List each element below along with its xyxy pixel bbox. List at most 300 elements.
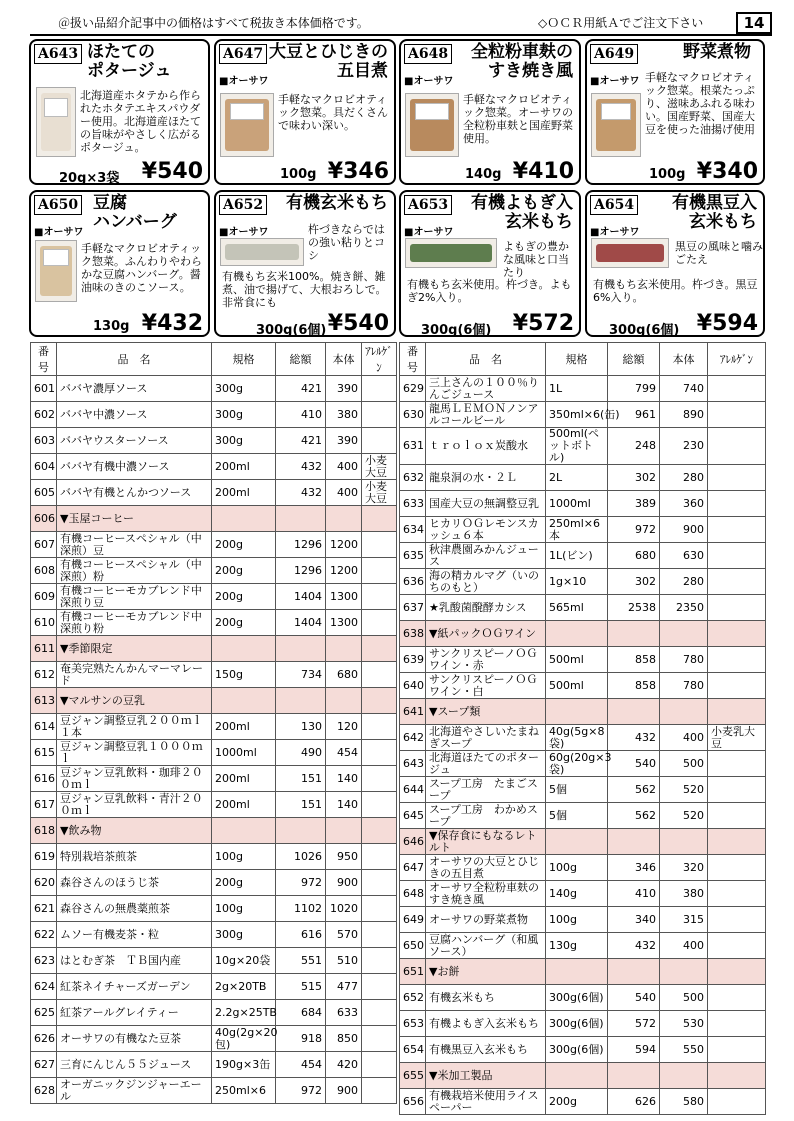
item-allergen xyxy=(708,907,766,933)
item-name: 紅茶アールグレイティー xyxy=(57,1000,212,1026)
empty-cell xyxy=(708,1063,766,1089)
item-base-price: 890 xyxy=(660,402,708,428)
item-name: 有機黒豆入玄米もち xyxy=(426,1037,546,1063)
item-number: 613 xyxy=(31,688,57,714)
category-label: ▼マルサンの豆乳 xyxy=(57,688,212,714)
table-row xyxy=(31,714,397,740)
item-allergen xyxy=(362,740,397,766)
item-name: 秋津農園みかんジュース xyxy=(426,543,546,569)
item-total: 421 xyxy=(276,428,326,454)
item-name: 三上さんの１００％りんごジュース xyxy=(426,376,546,402)
item-allergen xyxy=(708,933,766,959)
item-base-price: 550 xyxy=(660,1037,708,1063)
product-size: 300g(6個) xyxy=(256,323,327,338)
item-number: 633 xyxy=(400,491,426,517)
product-code: A654 xyxy=(590,195,638,215)
category-row xyxy=(400,959,766,985)
table-row xyxy=(400,595,766,621)
item-allergen xyxy=(362,532,397,558)
item-spec: 565ml xyxy=(546,595,608,621)
category-label: ▼スープ類 xyxy=(426,699,546,725)
product-card-a649[interactable] xyxy=(585,39,765,185)
product-image xyxy=(591,238,669,268)
table-row xyxy=(400,402,766,428)
product-size: 100g xyxy=(649,167,686,182)
table-row xyxy=(31,1078,397,1104)
item-spec: 300g xyxy=(212,428,276,454)
item-name: オーサワ全粒粉車麸のすき焼き風 xyxy=(426,881,546,907)
item-allergen xyxy=(708,428,766,465)
item-base-price: 120 xyxy=(326,714,362,740)
item-total: 551 xyxy=(276,948,326,974)
item-total: 961 xyxy=(608,402,660,428)
empty-cell xyxy=(608,699,660,725)
item-name: 北海道やさしいたまねぎスープ xyxy=(426,725,546,751)
item-number: 620 xyxy=(31,870,57,896)
empty-cell xyxy=(708,829,766,855)
product-card-a648[interactable] xyxy=(399,39,581,185)
col-no: 番号 xyxy=(400,343,426,376)
table-row xyxy=(400,881,766,907)
item-spec: 5個 xyxy=(546,803,608,829)
item-spec: 200g xyxy=(212,870,276,896)
item-total: 616 xyxy=(276,922,326,948)
item-number: 628 xyxy=(31,1078,57,1104)
item-name: サンクリスピーノＯＧワイン・赤 xyxy=(426,647,546,673)
item-base-price: 320 xyxy=(660,855,708,881)
table-row xyxy=(400,725,766,751)
item-spec: 200ml xyxy=(212,714,276,740)
item-spec: 1L xyxy=(546,376,608,402)
product-card-a652[interactable] xyxy=(214,190,396,337)
item-total: 562 xyxy=(608,777,660,803)
item-base-price: 680 xyxy=(326,662,362,688)
product-code: A650 xyxy=(34,195,82,215)
table-row xyxy=(31,1000,397,1026)
empty-cell xyxy=(660,959,708,985)
item-spec: 1L(ビン) xyxy=(546,543,608,569)
item-spec: 300g(6個) xyxy=(546,1037,608,1063)
category-label: ▼紙パックＯＧワイン xyxy=(426,621,546,647)
empty-cell xyxy=(708,699,766,725)
category-row xyxy=(31,636,397,662)
item-name: 豆ジャン調整豆乳２００ｍｌ１本 xyxy=(57,714,212,740)
product-price: ¥432 xyxy=(141,311,203,336)
table-row xyxy=(31,792,397,818)
item-spec: 2.2g×25TB xyxy=(212,1000,276,1026)
empty-cell xyxy=(326,688,362,714)
item-total: 799 xyxy=(608,376,660,402)
table-row xyxy=(400,855,766,881)
item-allergen xyxy=(708,673,766,699)
product-card-a643[interactable] xyxy=(29,39,210,185)
item-allergen xyxy=(708,1089,766,1115)
item-total: 540 xyxy=(608,985,660,1011)
item-number: 625 xyxy=(31,1000,57,1026)
item-number: 616 xyxy=(31,766,57,792)
item-total: 454 xyxy=(276,1052,326,1078)
item-spec: 300g xyxy=(212,376,276,402)
table-row xyxy=(31,610,397,636)
empty-cell xyxy=(326,506,362,532)
item-total: 151 xyxy=(276,766,326,792)
item-number: 654 xyxy=(400,1037,426,1063)
item-name: 豆ジャン豆乳飲料・珈琲２００ｍｌ xyxy=(57,766,212,792)
item-allergen xyxy=(708,465,766,491)
item-base-price: 580 xyxy=(660,1089,708,1115)
item-number: 603 xyxy=(31,428,57,454)
item-number: 639 xyxy=(400,647,426,673)
item-number: 629 xyxy=(400,376,426,402)
product-size: 140g xyxy=(465,167,502,182)
product-size: 300g(6個) xyxy=(609,323,680,338)
item-base-price: 900 xyxy=(660,517,708,543)
col-name: 品 名 xyxy=(426,343,546,376)
product-size: 130g xyxy=(93,319,130,334)
item-allergen xyxy=(708,1037,766,1063)
item-allergen xyxy=(708,376,766,402)
item-total: 432 xyxy=(276,480,326,506)
category-label: ▼米加工製品 xyxy=(426,1063,546,1089)
item-total: 540 xyxy=(608,751,660,777)
item-total: 1296 xyxy=(276,558,326,584)
item-spec: 10g×20袋 xyxy=(212,948,276,974)
product-description: 北海道産ホタテから作られたホタテエキスパウダー使用。北海道産ほたての旨味がやさしく広がるポタージュ。 xyxy=(80,89,201,154)
item-number: 608 xyxy=(31,558,57,584)
item-allergen xyxy=(362,584,397,610)
empty-cell xyxy=(660,699,708,725)
table-row xyxy=(31,766,397,792)
item-number: 618 xyxy=(31,818,57,844)
category-label: ▼飲み物 xyxy=(57,818,212,844)
item-spec: 300g(6個) xyxy=(546,985,608,1011)
table-row xyxy=(31,428,397,454)
item-spec: 1000ml xyxy=(546,491,608,517)
item-base-price: 477 xyxy=(326,974,362,1000)
item-allergen xyxy=(362,402,397,428)
table-row xyxy=(400,1037,766,1063)
table-header xyxy=(31,343,397,376)
item-number: 651 xyxy=(400,959,426,985)
item-base-price: 500 xyxy=(660,751,708,777)
item-number: 614 xyxy=(31,714,57,740)
product-price: ¥540 xyxy=(327,311,389,336)
item-name: スープ工房 たまごスープ xyxy=(426,777,546,803)
item-spec: 350ml×6(缶) xyxy=(546,402,608,428)
item-number: 655 xyxy=(400,1063,426,1089)
table-row xyxy=(31,844,397,870)
item-base-price: 280 xyxy=(660,569,708,595)
product-card-a654[interactable] xyxy=(585,190,765,337)
empty-cell xyxy=(608,621,660,647)
item-allergen xyxy=(362,1000,397,1026)
item-total: 340 xyxy=(608,907,660,933)
item-number: 605 xyxy=(31,480,57,506)
item-spec: 300g(6個) xyxy=(546,1011,608,1037)
item-spec: 200g xyxy=(212,584,276,610)
item-base-price: 1020 xyxy=(326,896,362,922)
table-row xyxy=(31,558,397,584)
empty-cell xyxy=(660,829,708,855)
col-total: 総額 xyxy=(608,343,660,376)
item-spec: 250ml×6 xyxy=(212,1078,276,1104)
item-base-price: 390 xyxy=(326,428,362,454)
item-total: 1404 xyxy=(276,584,326,610)
empty-cell xyxy=(362,636,397,662)
item-name: 国産大豆の無調整豆乳 xyxy=(426,491,546,517)
product-image xyxy=(405,238,497,268)
item-name: ★乳酸菌醗酵カシス xyxy=(426,595,546,621)
item-name: ババヤ濃厚ソース xyxy=(57,376,212,402)
empty-cell xyxy=(546,959,608,985)
item-spec: 200ml xyxy=(212,454,276,480)
product-name: ほたての ポタージュ xyxy=(87,42,172,81)
product-code: A649 xyxy=(590,44,638,64)
item-name: スープ工房 わかめスープ xyxy=(426,803,546,829)
item-number: 635 xyxy=(400,543,426,569)
table-row xyxy=(31,532,397,558)
item-allergen xyxy=(362,896,397,922)
item-number: 623 xyxy=(31,948,57,974)
item-number: 638 xyxy=(400,621,426,647)
table-row xyxy=(31,896,397,922)
product-description: 有機もち玄米使用。杵づき。黒豆6%入り。 xyxy=(593,278,758,304)
product-tagline: 黒豆の風味と噛みごたえ xyxy=(675,240,763,266)
item-spec: 150g xyxy=(212,662,276,688)
item-base-price: 1300 xyxy=(326,610,362,636)
product-card-a653[interactable] xyxy=(399,190,581,337)
item-number: 624 xyxy=(31,974,57,1000)
item-name: 紅茶ネイチャーズガーデン xyxy=(57,974,212,1000)
item-total: 2538 xyxy=(608,595,660,621)
item-name: 有機よもぎ入玄米もち xyxy=(426,1011,546,1037)
item-number: 609 xyxy=(31,584,57,610)
item-number: 606 xyxy=(31,506,57,532)
item-name: 特別栽培茶煎茶 xyxy=(57,844,212,870)
item-total: 1404 xyxy=(276,610,326,636)
table-row xyxy=(400,647,766,673)
item-total: 515 xyxy=(276,974,326,1000)
product-maker: ■オーサワ xyxy=(590,227,640,238)
table-row xyxy=(31,1026,397,1052)
item-number: 653 xyxy=(400,1011,426,1037)
item-spec: 300g xyxy=(212,402,276,428)
product-name: 大豆とひじきの 五目煮 xyxy=(269,42,388,81)
item-number: 607 xyxy=(31,532,57,558)
table-row xyxy=(400,673,766,699)
empty-cell xyxy=(660,1063,708,1089)
item-base-price: 380 xyxy=(660,881,708,907)
item-allergen: 小麦乳大豆 xyxy=(708,725,766,751)
item-name: オーサワの有機なた豆茶 xyxy=(57,1026,212,1052)
product-maker: ■オーサワ xyxy=(404,76,454,87)
product-image xyxy=(220,238,304,266)
item-allergen xyxy=(362,1078,397,1104)
item-base-price: 140 xyxy=(326,792,362,818)
item-base-price: 280 xyxy=(660,465,708,491)
item-number: 636 xyxy=(400,569,426,595)
item-name: 有機玄米もち xyxy=(426,985,546,1011)
col-total: 総額 xyxy=(276,343,326,376)
category-label: ▼保存食にもなるレトルト xyxy=(426,829,546,855)
empty-cell xyxy=(546,699,608,725)
item-name: オーサワの大豆とひじきの五目煮 xyxy=(426,855,546,881)
item-allergen xyxy=(708,985,766,1011)
item-total: 302 xyxy=(608,465,660,491)
item-spec: 100g xyxy=(546,855,608,881)
item-name: 海の精カルマグ（いのちのもと） xyxy=(426,569,546,595)
table-row xyxy=(31,376,397,402)
product-size: 20g×3袋 xyxy=(59,171,120,186)
product-description: 有機もち玄米100%。焼き餅、雑煮、油で揚げて、大根おろしで。非常食にも xyxy=(222,270,387,309)
item-total: 389 xyxy=(608,491,660,517)
item-base-price: 950 xyxy=(326,844,362,870)
item-total: 410 xyxy=(276,402,326,428)
item-total: 684 xyxy=(276,1000,326,1026)
item-allergen xyxy=(708,569,766,595)
item-total: 1296 xyxy=(276,532,326,558)
item-spec: 500ml xyxy=(546,673,608,699)
col-base: 本体 xyxy=(660,343,708,376)
item-name: 豆腐ハンバーグ（和風ソース） xyxy=(426,933,546,959)
item-name: 北海道ほたてのポタージュ xyxy=(426,751,546,777)
item-base-price: 900 xyxy=(326,1078,362,1104)
item-number: 649 xyxy=(400,907,426,933)
table-row xyxy=(31,740,397,766)
item-number: 648 xyxy=(400,881,426,907)
item-total: 302 xyxy=(608,569,660,595)
empty-cell xyxy=(608,959,660,985)
item-number: 619 xyxy=(31,844,57,870)
product-name: 有機黒豆入 玄米もち xyxy=(672,193,757,232)
item-spec: 200ml xyxy=(212,792,276,818)
item-base-price: 850 xyxy=(326,1026,362,1052)
item-base-price: 390 xyxy=(326,376,362,402)
item-spec: 140g xyxy=(546,881,608,907)
item-allergen xyxy=(708,1011,766,1037)
product-card-a650[interactable] xyxy=(29,190,210,337)
product-tagline: よもぎの豊かな風味と口当たり xyxy=(503,240,569,279)
product-description: 手軽なマクロビオティック惣菜。根菜たっぷり、滋味あふれる味わい。国産野菜、国産大豆を使った油揚げ使用 xyxy=(645,71,755,136)
item-number: 612 xyxy=(31,662,57,688)
empty-cell xyxy=(708,959,766,985)
item-name: 有機コーヒースペシャル（中深煎）豆 xyxy=(57,532,212,558)
empty-cell xyxy=(276,636,326,662)
category-row xyxy=(400,621,766,647)
product-price: ¥346 xyxy=(327,159,389,184)
item-base-price: 315 xyxy=(660,907,708,933)
item-number: 615 xyxy=(31,740,57,766)
item-base-price: 500 xyxy=(660,985,708,1011)
item-total: 562 xyxy=(608,803,660,829)
item-name: ムソー有機麦茶・粒 xyxy=(57,922,212,948)
empty-cell xyxy=(276,818,326,844)
item-total: 248 xyxy=(608,428,660,465)
product-maker: ■オーサワ xyxy=(34,227,84,238)
item-base-price: 520 xyxy=(660,777,708,803)
item-number: 640 xyxy=(400,673,426,699)
product-price: ¥594 xyxy=(696,311,758,336)
product-price: ¥572 xyxy=(512,311,574,336)
item-spec: 200ml xyxy=(212,766,276,792)
product-name: 全粒粉車麸の すき焼き風 xyxy=(471,42,573,81)
item-spec: 200g xyxy=(212,610,276,636)
item-number: 626 xyxy=(31,1026,57,1052)
product-card-a647[interactable] xyxy=(214,39,396,185)
item-allergen xyxy=(708,777,766,803)
item-number: 637 xyxy=(400,595,426,621)
item-number: 645 xyxy=(400,803,426,829)
item-total: 151 xyxy=(276,792,326,818)
product-price: ¥540 xyxy=(141,159,203,184)
item-number: 631 xyxy=(400,428,426,465)
item-spec: 60g(20g×3袋) xyxy=(546,751,608,777)
product-description: 手軽なマクロビオティック惣菜。オーサワの全粒粉車麸と国産野菜使用。 xyxy=(463,93,573,145)
item-total: 1102 xyxy=(276,896,326,922)
category-row xyxy=(31,506,397,532)
item-name: ヒカリＯＧレモンスカッシュ６本 xyxy=(426,517,546,543)
item-allergen xyxy=(362,1052,397,1078)
item-allergen xyxy=(362,610,397,636)
item-name: 豆ジャン調整豆乳１０００ｍｌ xyxy=(57,740,212,766)
item-base-price: 400 xyxy=(326,454,362,480)
page-number: 14 xyxy=(736,12,772,34)
item-spec: 200g xyxy=(212,532,276,558)
item-base-price: 400 xyxy=(660,725,708,751)
item-base-price: 400 xyxy=(326,480,362,506)
item-allergen xyxy=(708,402,766,428)
item-allergen xyxy=(362,922,397,948)
table-row xyxy=(400,933,766,959)
item-allergen xyxy=(708,517,766,543)
item-total: 972 xyxy=(608,517,660,543)
product-image xyxy=(35,240,77,302)
item-allergen xyxy=(708,751,766,777)
item-number: 650 xyxy=(400,933,426,959)
item-base-price: 360 xyxy=(660,491,708,517)
item-name: 三育にんじん５５ジュース xyxy=(57,1052,212,1078)
empty-cell xyxy=(326,818,362,844)
product-list-left xyxy=(30,342,397,1104)
item-name: 森谷さんの無農薬煎茶 xyxy=(57,896,212,922)
col-no: 番号 xyxy=(31,343,57,376)
item-base-price: 420 xyxy=(326,1052,362,1078)
header-divider xyxy=(30,34,772,36)
item-total: 432 xyxy=(276,454,326,480)
item-spec: 2L xyxy=(546,465,608,491)
product-price: ¥410 xyxy=(512,159,574,184)
item-base-price: 780 xyxy=(660,647,708,673)
product-name: 有機玄米もち xyxy=(286,193,388,213)
item-name: 有機コーヒーモカブレンド中深煎り豆 xyxy=(57,584,212,610)
item-allergen xyxy=(708,803,766,829)
col-allergy: ｱﾚﾙｹﾞﾝ xyxy=(708,343,766,376)
product-list-right xyxy=(399,342,766,1115)
product-code: A647 xyxy=(219,44,267,64)
item-total: 490 xyxy=(276,740,326,766)
item-base-price: 510 xyxy=(326,948,362,974)
product-name: 豆腐 ハンバーグ xyxy=(93,193,177,232)
product-code: A652 xyxy=(219,195,267,215)
item-base-price: 454 xyxy=(326,740,362,766)
item-spec: 200ml xyxy=(212,480,276,506)
item-allergen xyxy=(362,766,397,792)
item-base-price: 1200 xyxy=(326,532,362,558)
item-name: 森谷さんのほうじ茶 xyxy=(57,870,212,896)
item-spec: 5個 xyxy=(546,777,608,803)
item-number: 656 xyxy=(400,1089,426,1115)
empty-cell xyxy=(708,621,766,647)
